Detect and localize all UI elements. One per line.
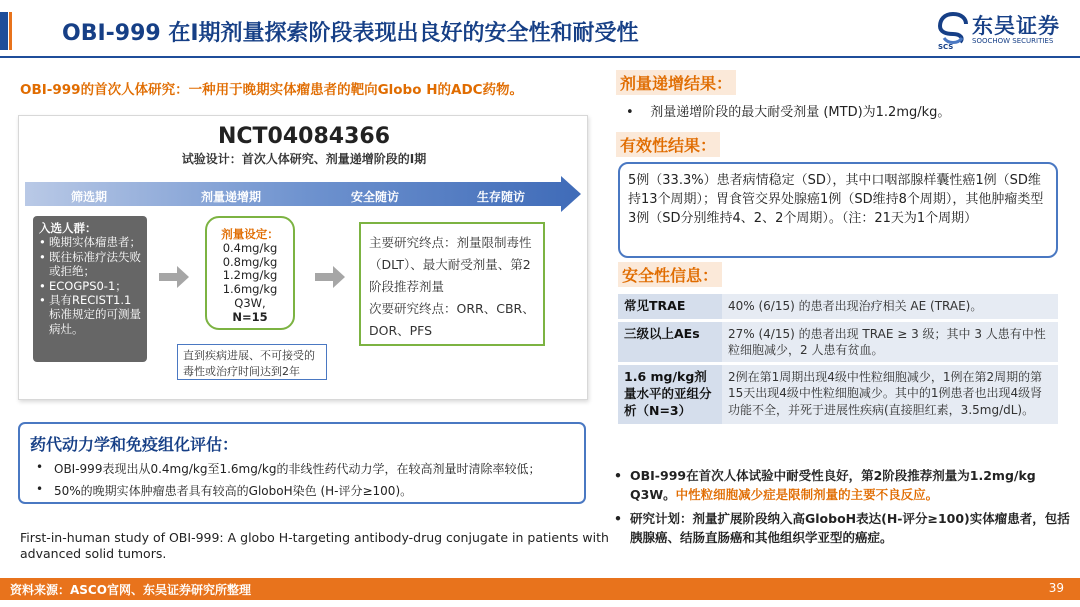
inclusion-criteria xyxy=(33,216,147,362)
inclusion-item: • 晚期实体瘤患者； xyxy=(39,235,141,249)
header-accent-bar xyxy=(0,12,8,50)
efficacy-box: 5例（33.3%）患者病情稳定（SD），其中口咽部腺样囊性癌1例（SD维持13个周期）；胃食管交界处腺癌1例（SD维持8个周期），其他肿瘤类型3例（SD分别维持4、2、2个周期）。（注：21天为1个周期） xyxy=(618,162,1058,258)
arrow-right-icon xyxy=(315,266,345,288)
dose-escalation-value: 剂量递增阶段的最大耐受剂量 (MTD)为1.2mg/kg。 xyxy=(650,105,951,120)
efficacy-title: 有效性结果： xyxy=(616,132,720,157)
study-title: OBI-999的首次人体研究：一种用于晚期实体瘤患者的靶向Globo H的ADC药物。 xyxy=(20,82,524,98)
phase-dose-escalation: 剂量递增期 xyxy=(201,190,262,204)
primary-endpoint: 主要研究终点：剂量限制毒性（DLT）、最大耐受剂量、第2阶段推荐剂量 xyxy=(369,235,532,294)
safety-key: 1.6 mg/kg剂量水平的亚组分析（N=3） xyxy=(618,364,722,426)
conclusions-list xyxy=(612,466,1074,552)
page-number: 39 xyxy=(1048,581,1064,595)
conclusion-text: OBI-999在首次人体试验中耐受性良好，第2阶段推荐剂量为1.2mg/kg Q3W。 xyxy=(630,468,1036,503)
pk-item: • OBI-999表现出从0.4mg/kg至1.6mg/kg的非线性药代动力学，在较高剂量时清除率较低； xyxy=(34,460,582,477)
logo-name-en: SOOCHOW SECURITIES xyxy=(972,37,1054,45)
dose-setting-box xyxy=(205,216,295,330)
design-subtitle: 试验设计：首次人体研究、剂量递增阶段的I期 xyxy=(181,152,427,166)
safety-value: 27% (4/15) 的患者出现 TRAE ≥ 3 级；其中 3 人患有中性粒细胞减少，2 人患有贫血。 xyxy=(722,320,1058,363)
inclusion-title: 入选人群： xyxy=(39,221,97,235)
conclusion-item xyxy=(612,466,1074,505)
dose-title: 剂量设定： xyxy=(221,227,279,241)
safety-title: 安全性信息： xyxy=(618,262,722,287)
page-title: OBI-999 在I期剂量探索阶段表现出良好的安全性和耐受性 xyxy=(62,21,639,46)
safety-key: 三级以上AEs xyxy=(618,320,722,363)
dose-schedule: Q3W, xyxy=(234,295,266,310)
table-row xyxy=(618,364,1058,426)
study-design-panel xyxy=(18,115,588,400)
dose-escalation-text: • 剂量递增阶段的最大耐受剂量 (MTD)为1.2mg/kg。 xyxy=(626,105,951,120)
secondary-endpoint: 次要研究终点：ORR、CBR、DOR、PFS xyxy=(369,300,535,338)
nct-number: NCT04084366 xyxy=(217,124,391,149)
footer-bar xyxy=(0,578,1080,600)
citation: First-in-human study of OBI-999: A globo H-targeting antibody-drug conjugate in patients with advanced solid tumors. xyxy=(20,530,609,562)
inclusion-item: • 具有RECIST1.1标准规定的可测量病灶。 xyxy=(39,293,141,336)
inclusion-item: • 既往标准疗法失败或拒绝； xyxy=(39,250,141,279)
safety-value: 40% (6/15) 的患者出现治疗相关 AE (TRAE)。 xyxy=(722,294,1058,320)
endpoints-box xyxy=(359,222,545,346)
pk-list xyxy=(34,460,582,504)
dose-sample-size: N=15 xyxy=(232,309,268,324)
phase-screening: 筛选期 xyxy=(71,190,108,204)
dose-level: 1.2mg/kg xyxy=(222,268,278,283)
dose-level: 0.8mg/kg xyxy=(222,254,278,269)
safety-value: 2例在第1周期出现4级中性粒细胞减少，1例在第2周期的第15天出现4级中性粒细胞减少。其中的1例患者也出现4级肾功能不全，并死于进展性疾病(直接胆红素，3.5mg/dL)。 xyxy=(722,364,1058,426)
dose-escalation-title: 剂量递增结果： xyxy=(616,70,736,95)
header-divider xyxy=(0,56,1080,58)
phase-safety-followup: 安全随访 xyxy=(351,190,400,204)
treatment-duration-note: 直到疾病进展、不可接受的毒性或治疗时间达到2年 xyxy=(177,344,327,380)
header-accent-bar-orange xyxy=(9,12,12,50)
pk-panel xyxy=(18,422,586,504)
arrow-right-icon xyxy=(159,266,189,288)
logo xyxy=(938,10,1070,50)
conclusion-highlight: 中性粒细胞减少症是限制剂量的主要不良反应。 xyxy=(675,487,939,503)
safety-table xyxy=(618,294,1058,427)
dose-level: 1.6mg/kg xyxy=(222,282,278,297)
logo-name: 东吴证券 xyxy=(972,14,1060,38)
table-row xyxy=(618,294,1058,320)
safety-key: 常见TRAE xyxy=(618,294,722,320)
conclusion-item: • 研究计划：剂量扩展阶段纳入高GloboH表达(H-评分≥100)实体瘤患者，包括胰腺癌、结肠直肠癌和其他组织学亚型的癌症。 xyxy=(612,509,1074,548)
phase-survival-followup: 生存随访 xyxy=(477,190,526,204)
footer-source: 资料来源：ASCO官网、东吴证券研究所整理 xyxy=(10,583,251,597)
dose-level: 0.4mg/kg xyxy=(222,240,278,255)
logo-mark-icon xyxy=(938,12,968,46)
pk-title: 药代动力学和免疫组化评估： xyxy=(30,435,239,454)
table-row xyxy=(618,320,1058,363)
pk-item: • 50%的晚期实体肿瘤患者具有较高的GloboH染色 (H-评分≥100)。 xyxy=(34,482,582,499)
logo-abbr: SCS xyxy=(938,43,954,51)
inclusion-item: • ECOGPS0-1； xyxy=(39,279,141,293)
